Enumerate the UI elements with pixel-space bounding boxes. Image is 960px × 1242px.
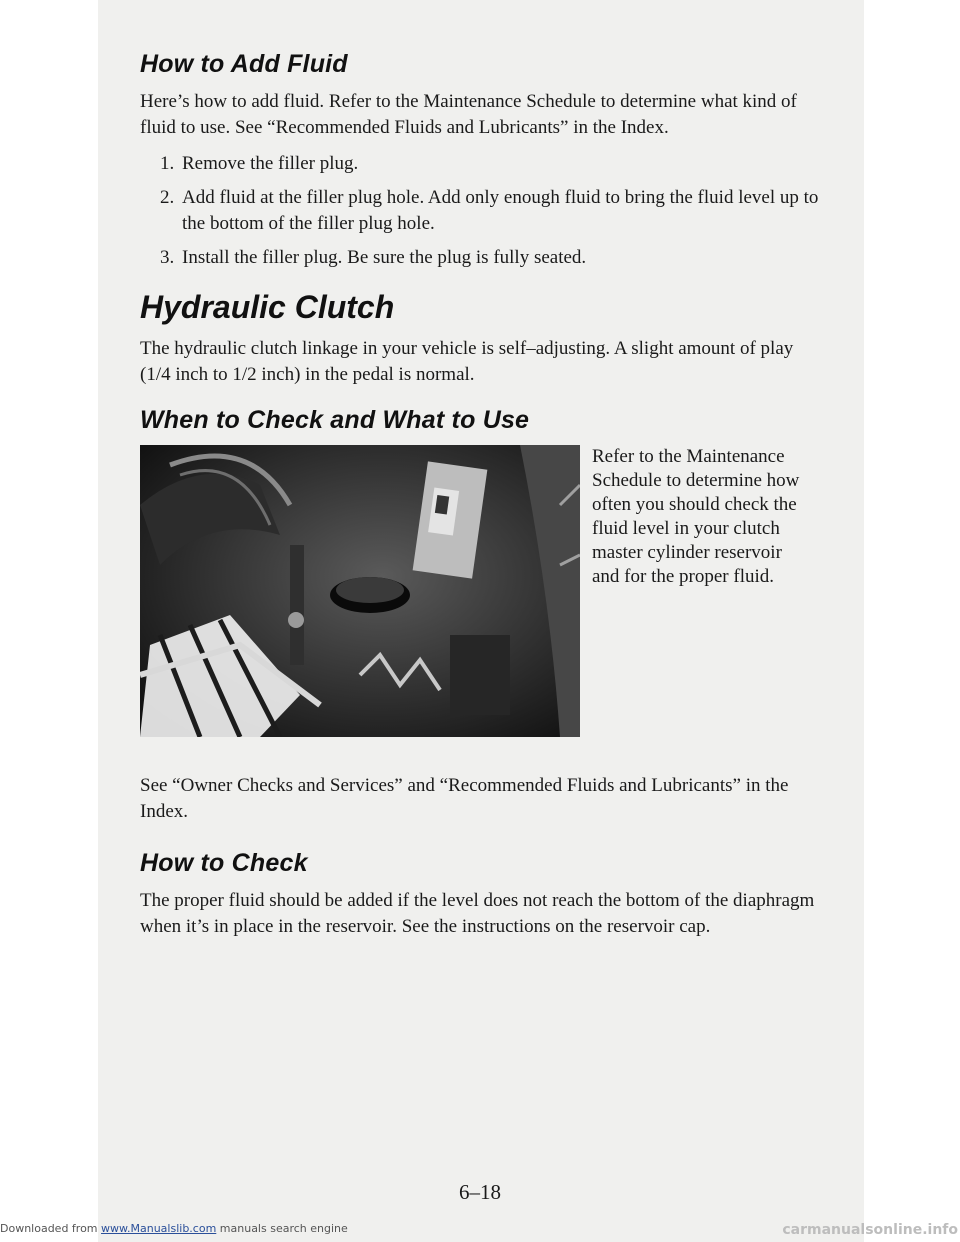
- manual-page: [140, 50, 820, 950]
- see-owner-checks-text: See “Owner Checks and Services” and “Recommended Fluids and Lubricants” in the Index.: [140, 775, 789, 822]
- add-fluid-intro: Here’s how to add fluid. Refer to the Maintenance Schedule to determine what kind of fluid to use. See “Recommended Fluids and Lubricants” in the Index.: [140, 91, 797, 138]
- when-to-check-text: Refer to the Maintenance Schedule to determine how often you should check the fluid level in your clutch master cylinder reservoir and for the proper fluid.: [592, 446, 800, 587]
- footer-prefix: Downloaded from: [0, 1222, 98, 1235]
- watermark: carmanualsonline.info: [782, 1222, 958, 1238]
- how-to-check-heading: How to Check: [140, 849, 308, 877]
- engine-bay-illustration: [140, 445, 580, 737]
- footer-suffix: manuals search engine: [219, 1222, 348, 1235]
- step-number: 3.: [160, 247, 175, 268]
- add-fluid-steps: [140, 151, 820, 271]
- step-number: 2.: [160, 187, 175, 208]
- page-number: 6–18: [459, 1180, 501, 1204]
- how-to-add-fluid-heading: How to Add Fluid: [140, 50, 348, 78]
- figure-row: [140, 445, 820, 745]
- step-item: [140, 245, 820, 271]
- hydraulic-clutch-body: The hydraulic clutch linkage in your vehicle is self–adjusting. A slight amount of play (1/4 inch to 1/2 inch) in the pedal is normal.: [140, 338, 794, 385]
- step-item: [140, 185, 820, 237]
- step-item: [140, 151, 820, 177]
- step-text: Add fluid at the filler plug hole. Add only enough fluid to bring the fluid level up to the bottom of the filler plug hole.: [182, 187, 819, 234]
- when-to-check-heading: When to Check and What to Use: [140, 406, 530, 434]
- how-to-check-body: The proper fluid should be added if the level does not reach the bottom of the diaphragm when it’s in place in the reservoir. See the instructions on the reservoir cap.: [140, 890, 815, 937]
- manualslib-link[interactable]: www.Manualslib.com: [101, 1222, 217, 1235]
- clutch-reservoir-photo: [140, 445, 580, 737]
- hydraulic-clutch-heading: Hydraulic Clutch: [140, 289, 395, 325]
- step-text: Remove the filler plug.: [182, 153, 359, 174]
- step-number: 1.: [160, 153, 175, 174]
- step-text: Install the filler plug. Be sure the plug is fully seated.: [182, 247, 587, 268]
